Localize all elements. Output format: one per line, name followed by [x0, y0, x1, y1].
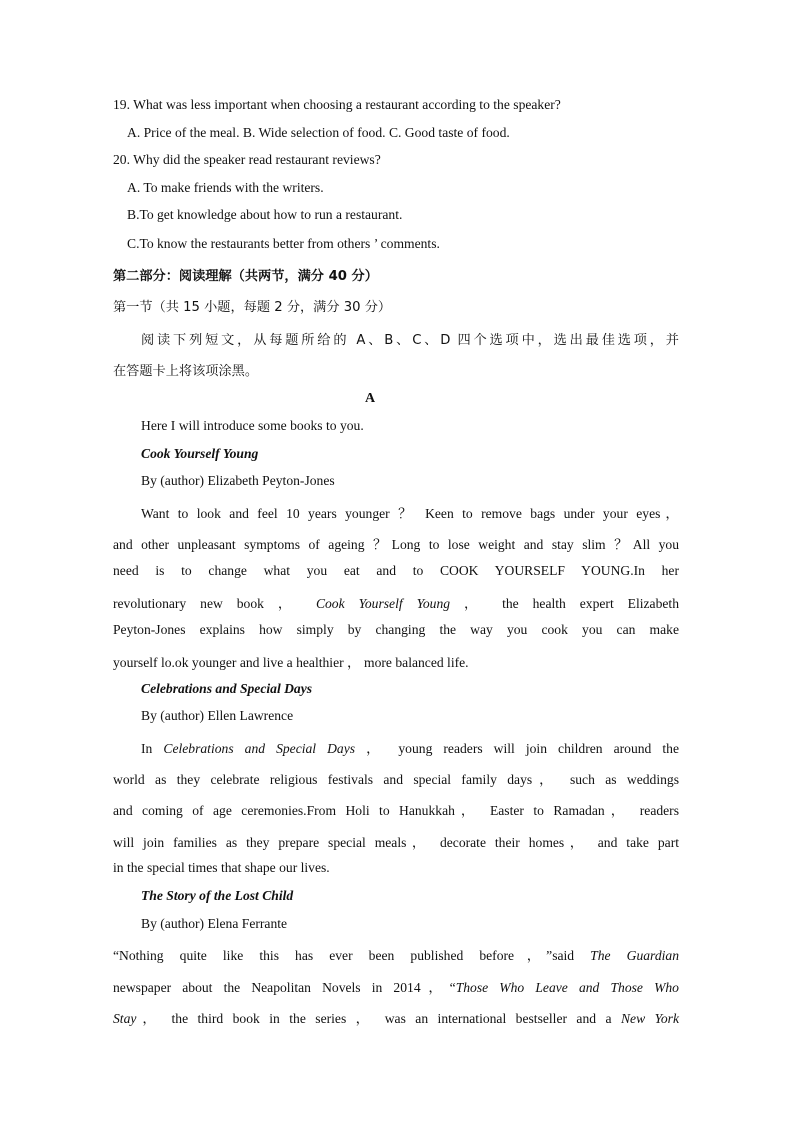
book2-author: By (author) Ellen Lawrence — [141, 708, 294, 723]
book2-line-1-start: In — [141, 741, 153, 756]
question-20-option-a: A. To make friends with the writers. — [127, 180, 324, 195]
question-19-stem: 19. What was less important when choosing a restaurant according to the speaker? — [113, 97, 561, 112]
section1-heading: 第一节（共 15 小题，每题 2 分，满分 30 分） — [113, 300, 392, 315]
book3-author: By (author) Elena Ferrante — [141, 916, 288, 931]
book1-line-6: yourself lo.ok younger and live a healthier ， more balanced life. — [113, 655, 469, 670]
book3-line-2 — [113, 976, 679, 996]
book3-line-1-newspaper: The Guardian — [590, 948, 679, 963]
book2-line-5: in the special times that shape our lives. — [113, 860, 330, 875]
passage-intro: Here I will introduce some books to you. — [141, 418, 364, 433]
book1-line-4-title: Cook Yourself Young — [315, 596, 451, 611]
book1-line-4 — [113, 592, 679, 612]
book3-line-3-middle: ， the third book in the series ， was an international bestseller and a — [136, 1011, 612, 1026]
passage-label: A — [364, 391, 376, 406]
question-20-stem: 20. Why did the speaker read restaurant reviews? — [113, 152, 381, 167]
book2-line-4: will join families as they prepare special meals， decorate their homes， and take part — [113, 835, 679, 850]
book3-line-3-paper: New York — [620, 1011, 679, 1026]
book1-author: By (author) Elizabeth Peyton-Jones — [141, 473, 335, 488]
book1-line-4-end: ， the health expert Elizabeth — [464, 596, 679, 611]
part2-heading: 第二部分：阅读理解（共两节，满分 40 分） — [113, 269, 378, 284]
instruction-line-1: 阅读下列短文，从每题所给的 A、B、C、D 四个选项中，选出最佳选项，并 — [141, 333, 679, 348]
book1-line-3: need is to change what you eat and to COOK YOURSELF YOUNG.In her — [113, 563, 679, 578]
book2-title: Celebrations and Special Days — [141, 681, 313, 696]
instruction-line-2: 在答题卡上将该项涂黑。 — [113, 364, 259, 379]
book3-line-3-title: Stay — [113, 1011, 137, 1026]
book3-line-2-title: Those Who Leave and Those Who — [455, 980, 679, 995]
book2-line-1-title: Celebrations and Special Days — [163, 741, 356, 756]
question-20-option-b: B.To get knowledge about how to run a restaurant. — [127, 207, 403, 222]
book2-line-3: and coming of age ceremonies.From Holi to Hanukkah， Easter to Ramadan， readers — [113, 803, 679, 818]
book2-line-1 — [141, 737, 679, 757]
book1-line-5: Peyton-Jones explains how simply by changing the way you cook you can make — [113, 622, 679, 637]
book1-title: Cook Yourself Young — [141, 446, 259, 461]
book3-line-2-start: newspaper about the Neapolitan Novels in 2014，“ — [113, 980, 456, 995]
book2-line-1-end: ， young readers will join children around the — [366, 741, 680, 756]
book2-line-2: world as they celebrate religious festivals and special family days， such as weddings — [113, 772, 679, 787]
book1-line-2: and other unpleasant symptoms of ageing ？Long to lose weight and stay slim ？All you — [113, 537, 679, 552]
book3-title: The Story of the Lost Child — [141, 888, 294, 903]
question-20-option-c: C.To know the restaurants better from others ’ comments. — [127, 236, 440, 251]
book3-line-3 — [113, 1007, 679, 1027]
book1-line-1: Want to look and feel 10 years younger ？ Keen to remove bags under your eyes， — [141, 506, 679, 521]
book1-line-4-start: revolutionary new book ， — [113, 596, 302, 611]
question-19-options: A. Price of the meal. B. Wide selection of food. C. Good taste of food. — [127, 125, 510, 140]
book3-line-1 — [113, 944, 679, 964]
book3-line-1-start: “Nothing quite like this has ever been published before，”said — [113, 948, 575, 963]
